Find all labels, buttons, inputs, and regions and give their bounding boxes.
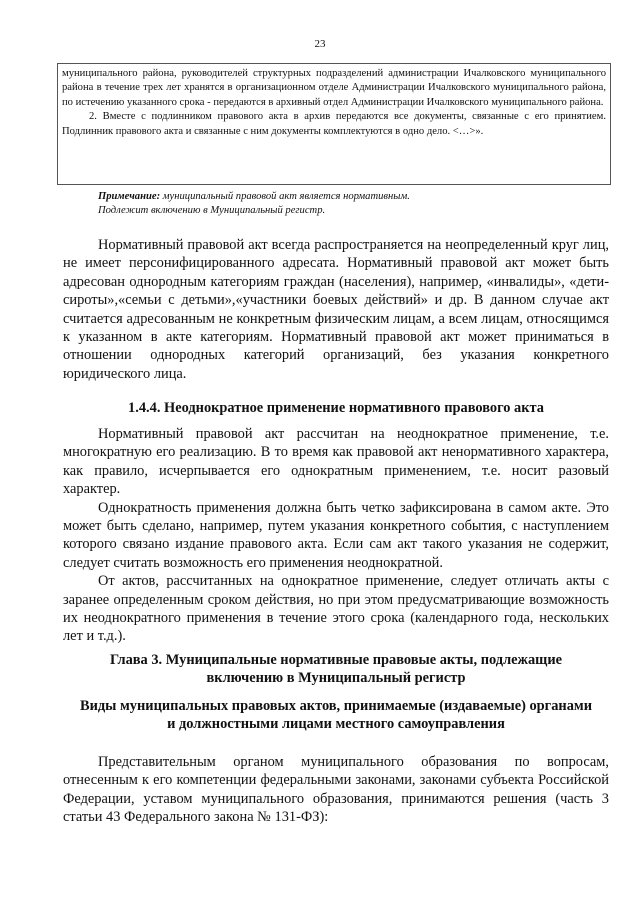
note-line <box>98 190 410 204</box>
note <box>98 190 410 218</box>
subsection-heading: 1.4.4. Неоднократное применение нормативного правового акта <box>128 400 544 416</box>
note-text: муниципальный правовой акт является нормативным. <box>160 191 410 202</box>
body-paragraph: Однократность применения должна быть четко зафиксирована в самом акте. Это может быть сделано, например, путем указания конкретного события, с наступлением которого связано издание правового акта. Если сам акт такого указания не содержит, следует считать возможность его применения неоднократной. <box>63 499 609 571</box>
quoted-excerpt-box <box>57 63 611 185</box>
page-number: 23 <box>314 38 326 50</box>
chapter-heading-line: Глава 3. Муниципальные нормативные правовые акты, подлежащие <box>109 652 562 668</box>
section-heading <box>63 697 609 734</box>
body-paragraph: Нормативный правовой акт рассчитан на неоднократное применение, т.е. многократную его реализацию. В то время как правовой акт ненормативного характера, как правило, исчерпывается его однократным применением, т.е. носит разовый характер. <box>63 426 609 498</box>
section-heading-line: и должностными лицами местного самоуправления <box>167 716 505 733</box>
body-paragraph: Нормативный правовой акт всегда распространяется на неопределенный круг лиц, не имеет персонифицированного адресата. Нормативный правовой акт может быть адресован однородным категориям граждан (населения), например, «инвалиды», «дети-сироты»,«семьи с детьми»,«участники боевых действий» и др. В данном случае акт считается адресованным не конкретным физическим лицам, а всем лицам, относящимся к указанном в акте категориям. Нормативный правовой акт может приниматься в отношении однородных категорий организаций, без указания конкретного юридического лица. <box>63 237 609 382</box>
note-label: Примечание: <box>98 191 161 202</box>
body-paragraph: От актов, рассчитанных на однократное применение, следует отличать акты с заранее определенным сроком действия, но при этом предусматривающие возможность их неоднократного применения в течение этого срока (календарного года, нескольких лет и т.д.). <box>63 573 609 645</box>
note-line: Подлежит включению в Муниципальный регистр. <box>98 205 326 216</box>
section-heading-line: Виды муниципальных правовых актов, принимаемые (издаваемые) органами <box>80 698 592 714</box>
section-normative-scope <box>63 236 609 383</box>
chapter-heading-line: включению в Муниципальный регистр <box>206 670 466 687</box>
excerpt-paragraph: 2. Вместе с подлинником правового акта в архив передаются все документы, связанные с его принятием. Подлинник правового акта и связанные с ним документы комплектуются в одно дело. <…>». <box>62 111 606 137</box>
section-act-types <box>63 753 609 827</box>
section-repeated-application <box>63 425 609 646</box>
body-paragraph: Представительным органом муниципального образования по вопросам, отнесенным к его компетенции федеральными законами, законами субъекта Российской Федерации, уставом муниципального образования, принимаются решения (часть 3 статьи 43 Федерального закона № 131-ФЗ): <box>63 754 609 826</box>
chapter-heading <box>63 651 609 688</box>
excerpt-paragraph: муниципального района, руководителей структурных подразделений администрации Ичалковского муниципального района в течение трех лет хранятся в организационном отделе Администрации Ичалковского муниципального района, по истечению указанного срока - передаются в архивный отдел Администрации Ичалковского муниципального района. <box>62 68 606 108</box>
